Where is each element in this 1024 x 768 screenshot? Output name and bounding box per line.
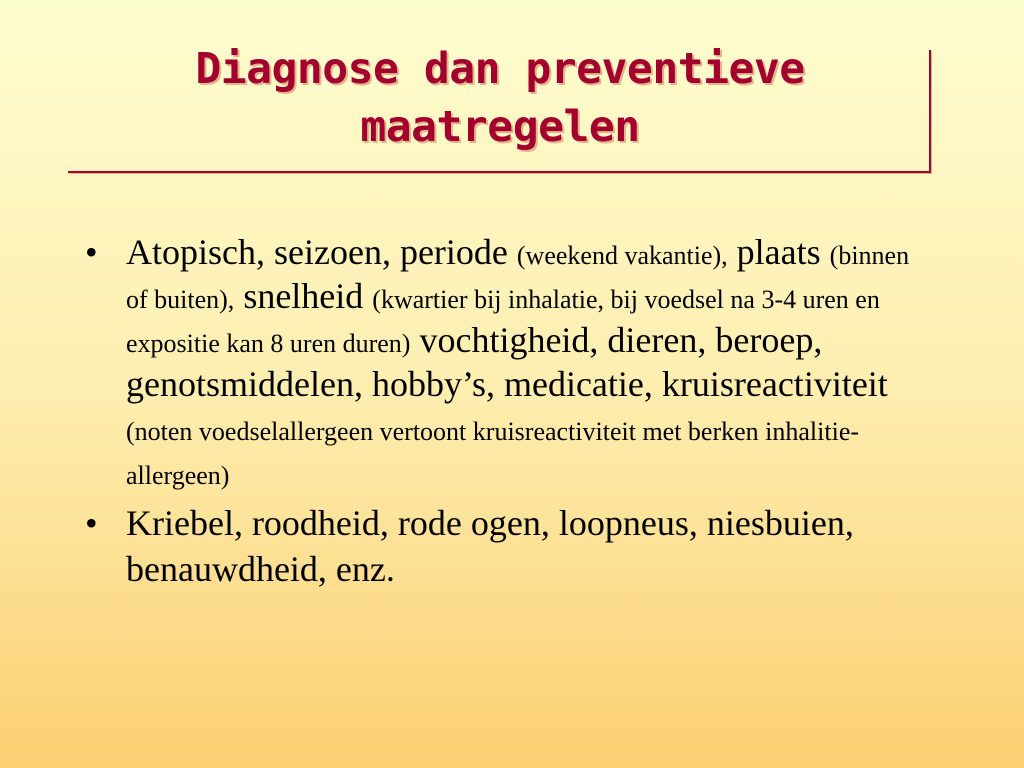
bullet-item-triggers xyxy=(80,230,910,494)
bullet-list xyxy=(80,230,910,598)
slide-title xyxy=(70,40,930,156)
bullet-text-segment: snelheid xyxy=(234,276,373,316)
bullet-text-segment: plaats xyxy=(727,232,830,272)
bullet-dot-icon: • xyxy=(85,503,98,543)
title-line-1: Diagnose dan preventieve xyxy=(195,44,805,94)
bullet-text-note: (noten voedselallergeen vertoont kruisreactiviteit met berken inhalitie-allergeen) xyxy=(126,417,860,490)
bullet-text-note: (weekend vakantie), xyxy=(516,241,728,270)
bullet-text-note: (binnen of buiten), xyxy=(126,241,910,314)
title-line-2: maatregelen xyxy=(360,102,640,152)
bullet-dot-icon: • xyxy=(85,232,98,272)
bullet-item-symptoms xyxy=(80,500,910,592)
bullet-text-segment: vochtigheid, dieren, beroep, genotsmiddelen, hobby’s, medicatie, kruisreactiviteit xyxy=(126,320,888,404)
title-underline xyxy=(68,171,931,173)
bullet-text-segment: Atopisch, seizoen, periode xyxy=(126,232,517,272)
bullet-text-segment: Kriebel, roodheid, rode ogen, loopneus, niesbuien, benauwdheid, enz. xyxy=(126,503,854,589)
bullet-text-note: (kwartier bij inhalatie, bij voedsel na 3-4 uren en expositie kan 8 uren duren) xyxy=(126,285,880,358)
title-side-rule xyxy=(929,50,931,173)
